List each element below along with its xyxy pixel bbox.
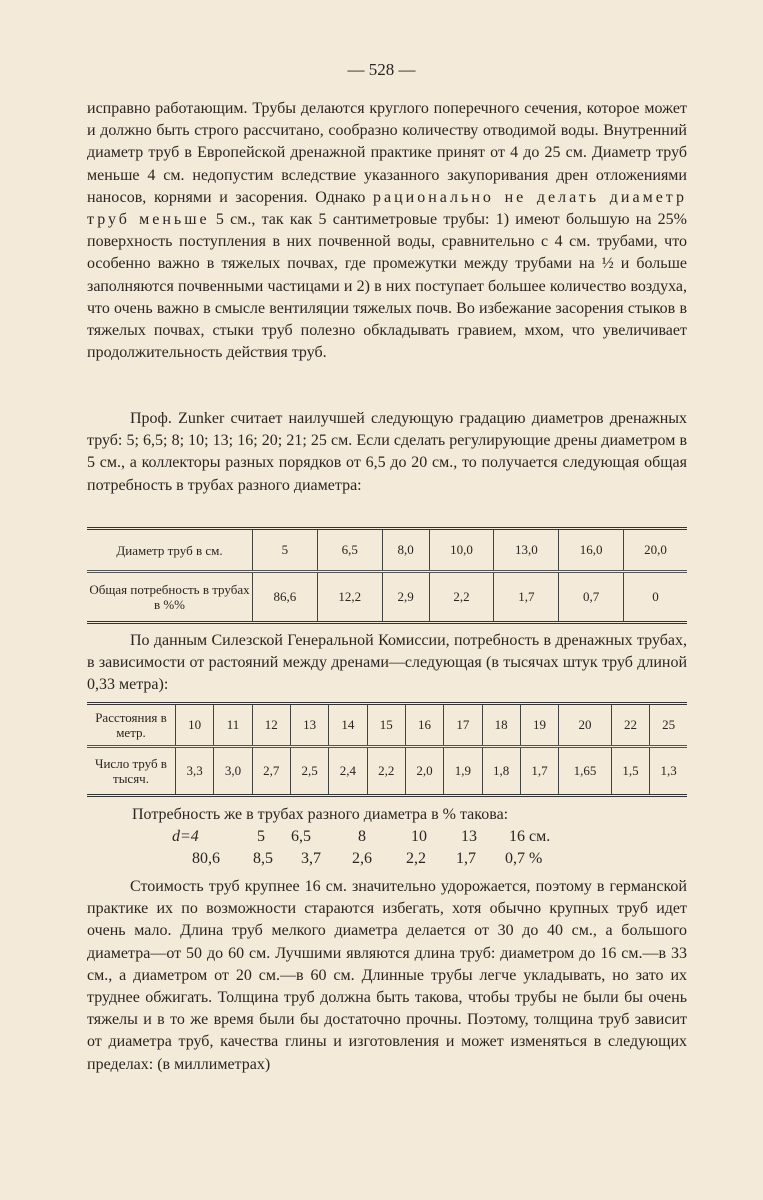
table-cell: 2,4 — [329, 747, 367, 796]
table-cell: 1,3 — [650, 747, 687, 796]
row-label: Диаметр труб в см. — [87, 529, 253, 572]
table-row — [87, 572, 687, 623]
diameter-value: 16 см. — [509, 828, 551, 845]
table-cell: 13,0 — [494, 529, 559, 572]
table-cell: 2,2 — [429, 572, 494, 623]
diameter-value: d=4 — [172, 828, 199, 845]
percent-value: 2,2 — [406, 850, 426, 867]
table-cell: 18 — [482, 704, 520, 747]
table-cell: 13 — [290, 704, 328, 747]
diameter-value: 8 — [358, 828, 366, 845]
percent-value: 0,7 % — [505, 850, 543, 867]
paragraph-zunker: Проф. Zunker считает наилучшей следующую градацию диаметров дренажных труб: 5; 6,5; 8; 10; 13; 16; 20; 21; 25 см. Если сделать регулирующие дрены диаметром в 5 см., а коллекторы разных порядков от 6,5 до 20 см., то получается следующая общая потребность в трубах разного диаметра: — [87, 410, 687, 494]
table-cell: 2,5 — [290, 747, 328, 796]
table-cell: 3,0 — [214, 747, 252, 796]
table-cell: 1,7 — [520, 747, 558, 796]
table-cell: 0,7 — [559, 572, 624, 623]
table-cell: 86,6 — [253, 572, 318, 623]
table-cell: 1,5 — [611, 747, 649, 796]
paragraph-diameter-pct: Потребность же в трубах разного диаметра в % такова: — [132, 806, 509, 823]
table-cell: 5 — [253, 529, 318, 572]
diameter-value: 5 — [257, 828, 265, 845]
table-cell: 8,0 — [382, 529, 429, 572]
table-cell: 1,7 — [494, 572, 559, 623]
row-label: Расстояния в метр. — [87, 704, 176, 747]
table-cell: 15 — [367, 704, 405, 747]
paragraph-intro-text: исправно работающим. Трубы делаются круглого поперечного сечения, которое может и должно быть строго рассчитано, сообразно количеству отводимой воды. Внутренний диаметр труб в Европейской дренажной практике принят от 4 до 25 см. Диаметр труб меньше 4 см. недопустим вследствие указанного закупоривания дрен отложениями наносов, корнями и засорения. Однако — [87, 100, 687, 206]
row-label: Число труб в тысяч. — [95, 756, 167, 786]
table-cell: 16 — [405, 704, 443, 747]
table-cell: 16,0 — [559, 529, 624, 572]
percent-value: 8,5 — [253, 850, 273, 867]
table-cell: 2,9 — [382, 572, 429, 623]
table-row — [87, 704, 687, 747]
percent-value: 2,6 — [352, 850, 372, 867]
table-cell: 6,5 — [317, 529, 382, 572]
distance-demand-table — [87, 702, 687, 797]
page-number: — 528 — — [347, 60, 416, 79]
table-row — [87, 747, 687, 796]
paragraph-intro-rest: 5 см., так как 5 сантиметровые трубы: 1) имеют большую на 25% поверхность поступления в них почвенной воды, сравнительно с 4 см. трубами, что особенно важно в тяжелых почвах, где промежутки между трубами на ½ и больше заполняются почвенными частицами и 2) в них поступает большее количество воздуха, что очень важно в смысле вентиляции тяжелых почв. Во избежание засорения стыков в тяжелых почвах, стыки труб полезно обкладывать гравием, мхом, что увеличивает продолжительность действия труб. — [87, 211, 687, 362]
percent-value: 1,7 — [456, 850, 476, 867]
percent-row — [0, 850, 763, 872]
diameter-demand-table — [87, 527, 687, 624]
table-cell: 14 — [329, 704, 367, 747]
table-cell: 12,2 — [317, 572, 382, 623]
table-cell: 17 — [444, 704, 482, 747]
table-cell: 3,3 — [176, 747, 214, 796]
table-cell: 1,8 — [482, 747, 520, 796]
emphasis-text: рационально не делать диаметр труб меньше — [87, 188, 687, 229]
table-cell: 1,65 — [559, 747, 612, 796]
diameter-row — [0, 828, 763, 850]
table-cell: 0 — [624, 572, 687, 623]
table-cell: 10,0 — [429, 529, 494, 572]
table-cell: 2,7 — [252, 747, 290, 796]
table-cell: 22 — [611, 704, 649, 747]
table-cell: 20 — [559, 704, 612, 747]
diameter-value: 6,5 — [291, 828, 311, 845]
table-cell: 25 — [650, 704, 687, 747]
table-row — [87, 529, 687, 572]
table-cell: 12 — [252, 704, 290, 747]
table-cell: 11 — [214, 704, 252, 747]
paragraph-intro — [87, 98, 687, 364]
paragraph-cost: Стоимость труб крупнее 16 см. значительно удорожается, поэтому в германской практике их по возможности стараются избегать, хотя обычно крупных труб идет очень мало. Длина труб мелкого диаметра делается от 30 до 40 см., а большого диаметра—от 50 до 60 см. Лучшими являются длина труб: диаметром до 16 см.—в 33 см., а диаметром от 20 см.—в 60 см. Длинные трубы легче укладывать, но зато их труднее обжигать. Толщина труб должна быть такова, чтобы трубы не были бы очень тяжелы и в то же время были бы достаточно прочны. Поэтому, толщина труб зависит от диаметра труб, качества глины и изготовления и может изменяться в следующих пределах: (в миллиметрах) — [87, 878, 687, 1073]
table-cell: 20,0 — [624, 529, 687, 572]
percent-value: 80,6 — [192, 850, 220, 867]
table-cell: 19 — [520, 704, 558, 747]
diameter-value: 10 — [411, 828, 427, 845]
table-cell: 1,9 — [444, 747, 482, 796]
table-cell: 2,2 — [367, 747, 405, 796]
table-cell: 10 — [176, 704, 214, 747]
row-label: Общая потребность в трубах в %% — [89, 582, 250, 612]
percent-value: 3,7 — [301, 850, 321, 867]
table-cell: 2,0 — [405, 747, 443, 796]
diameter-value: 13 — [461, 828, 477, 845]
paragraph-silesian: По данным Силезской Генеральной Комиссии, потребность в дренажных трубах, в зависимости от растояний между дренами—следующая (в тысячах штук труб длиной 0,33 метра): — [87, 632, 687, 694]
